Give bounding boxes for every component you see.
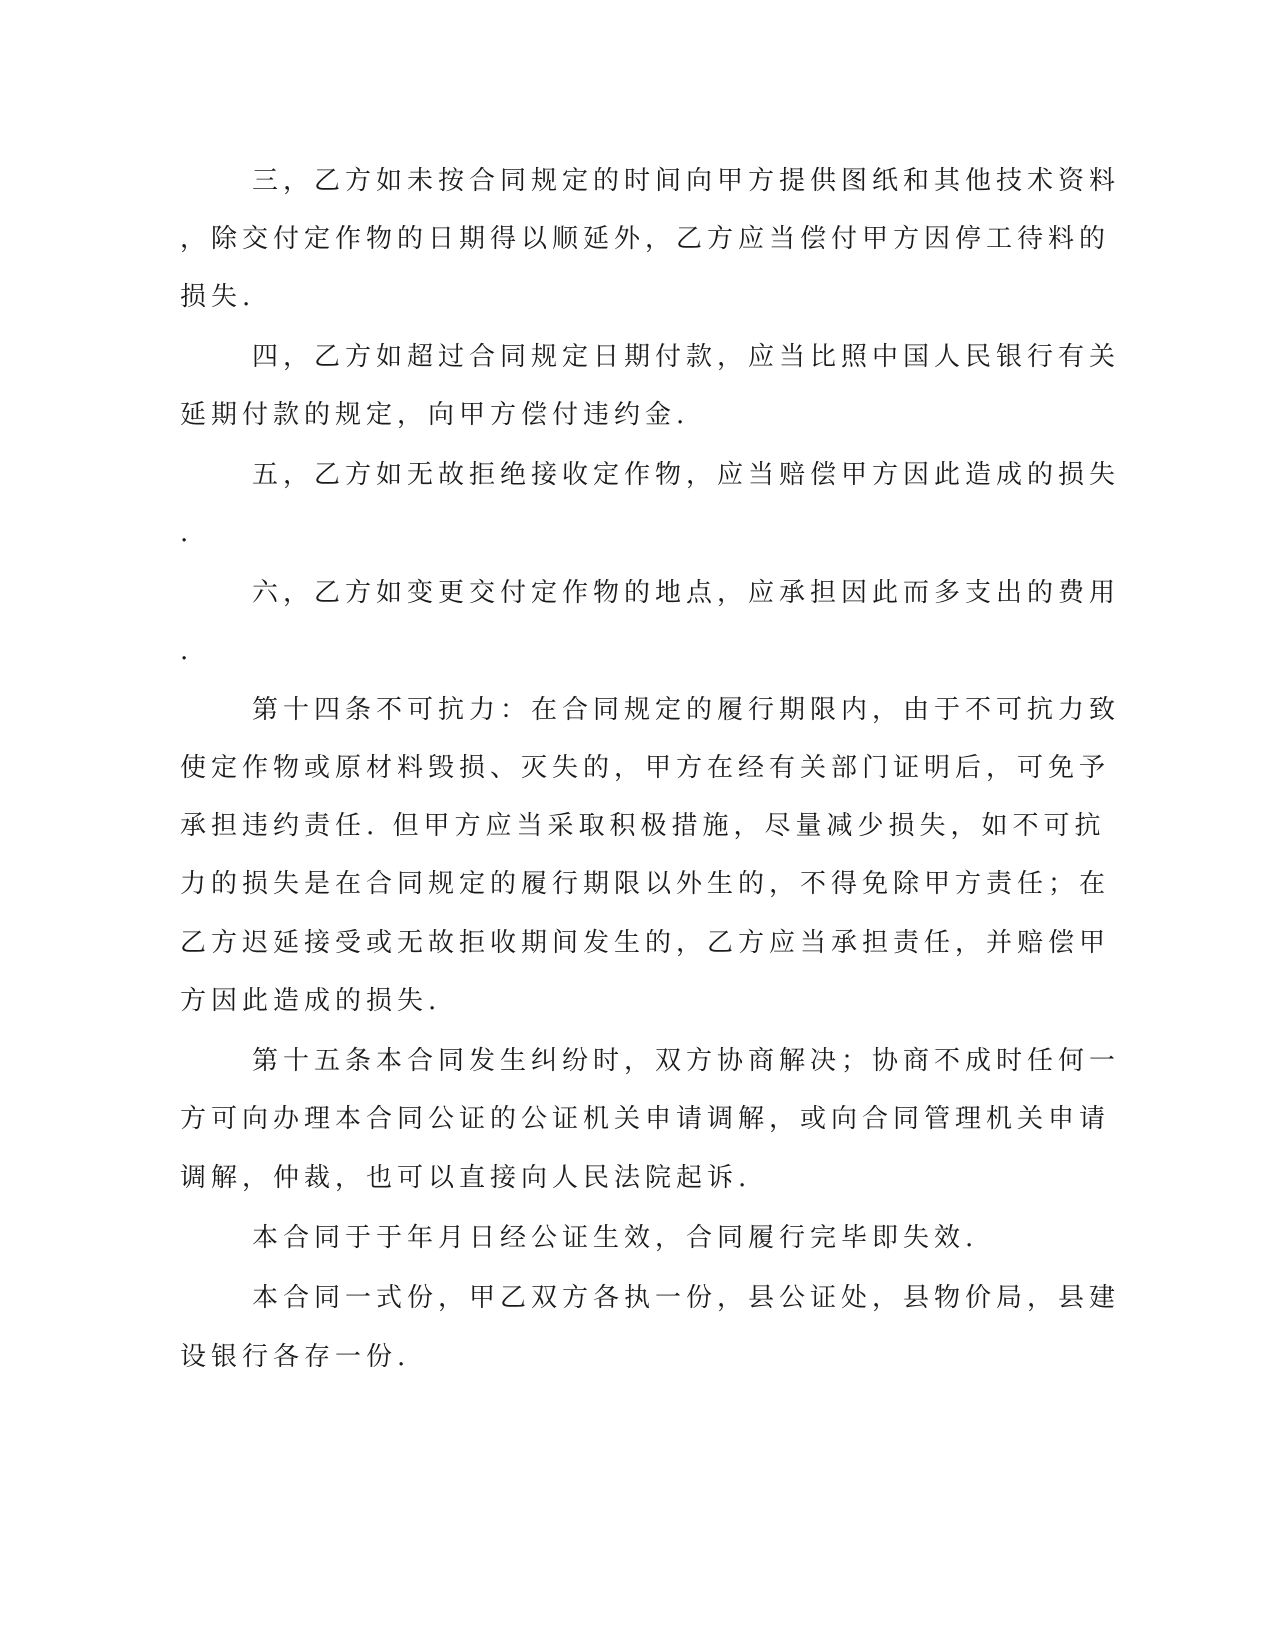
clause-3-line-1: 三，乙方如未按合同规定的时间向甲方提供图纸和其他技术资料 (252, 166, 1121, 196)
article-14-line-4: 力的损失是在合同规定的履行期限以外生的，不得免除甲方责任；在 (180, 869, 1111, 899)
clause-5-line-2: . (180, 518, 194, 548)
clause-5-line-1: 五，乙方如无故拒绝接收定作物，应当赔偿甲方因此造成的损失 (252, 460, 1121, 490)
article-14-line-6: 方因此造成的损失. (180, 986, 442, 1016)
article-14-line-2: 使定作物或原材料毁损、灭失的，甲方在经有关部门证明后，可免予 (180, 753, 1111, 783)
copies-line-2: 设银行各存一份. (180, 1342, 411, 1372)
clause-4-line-1: 四，乙方如超过合同规定日期付款，应当比照中国人民银行有关 (252, 342, 1121, 372)
article-15-line-2: 方可向办理本合同公证的公证机关申请调解，或向合同管理机关申请 (180, 1104, 1111, 1134)
clause-3-line-2: ，除交付定作物的日期得以顺延外，乙方应当偿付甲方因停工待料的 (180, 224, 1111, 254)
article-14-line-5: 乙方迟延接受或无故拒收期间发生的，乙方应当承担责任，并赔偿甲 (180, 928, 1111, 958)
article-15-line-1: 第十五条本合同发生纠纷时，双方协商解决；协商不成时任何一 (252, 1046, 1121, 1076)
article-14-line-3: 承担违约责任. 但甲方应当采取积极措施，尽量减少损失，如不可抗 (180, 811, 1106, 841)
effective-line-1: 本合同于于年月日经公证生效，合同履行完毕即失效. (252, 1223, 979, 1253)
clause-6-line-1: 六，乙方如变更交付定作物的地点，应承担因此而多支出的费用 (252, 578, 1121, 608)
clause-4-line-2: 延期付款的规定，向甲方偿付违约金. (180, 400, 690, 430)
article-14-line-1: 第十四条不可抗力：在合同规定的履行期限内，由于不可抗力致 (252, 695, 1121, 725)
clause-3-line-3: 损失. (180, 282, 256, 312)
article-15-line-3: 调解，仲裁，也可以直接向人民法院起诉. (180, 1163, 752, 1193)
clause-6-line-2: . (180, 636, 194, 666)
copies-line-1: 本合同一式份，甲乙双方各执一份，县公证处，县物价局，县建 (252, 1283, 1121, 1313)
